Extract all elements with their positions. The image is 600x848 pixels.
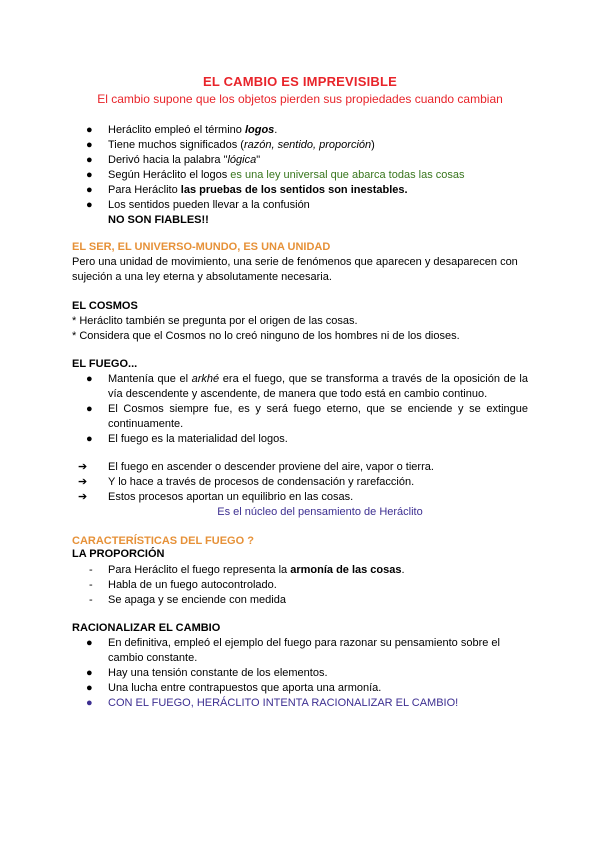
list-item [72, 183, 532, 198]
text: Se apaga y se enciende con medida [108, 594, 286, 606]
bullet-marker: ● [86, 667, 93, 679]
list-item [72, 636, 528, 666]
text: Estos procesos aportan un equilibrio en las cosas. [108, 491, 354, 503]
list-item [72, 123, 532, 138]
text: ) [371, 139, 375, 151]
text: Hay una tensión constante de los elementos. [108, 667, 328, 679]
text: Mantenía que el [108, 373, 192, 385]
emphasis: arkhé [191, 373, 220, 385]
proporcion-list [72, 563, 532, 608]
text: Para Heráclito el fuego representa la [108, 564, 291, 576]
section-heading-caracteristicas: CARACTERÍSTICAS DEL FUEGO ? [72, 535, 254, 547]
bullet-marker: ● [86, 169, 93, 181]
text: . [274, 124, 278, 136]
section-heading-ser: EL SER, EL UNIVERSO-MUNDO, ES UNA UNIDAD [72, 241, 331, 253]
text: Para Heráclito [108, 184, 181, 196]
bullet-marker: ● [86, 403, 93, 415]
bullet-marker: ● [86, 682, 93, 694]
bold-text: las pruebas de los sentidos son inestables. [180, 184, 408, 196]
bullet-marker: ● [86, 433, 93, 445]
list-item [72, 168, 532, 183]
text: Heráclito empleó el término [108, 124, 245, 136]
bold-text: NO SON FIABLES!! [108, 214, 209, 226]
bullet-marker: ● [86, 139, 93, 151]
ser-paragraph: Pero una unidad de movimiento, una serie de fenómenos que aparecen y desaparecen con sujeción a una ley eterna y absolutamente necesaria. [72, 256, 518, 283]
page-subtitle: El cambio supone que los objetos pierden sus propiedades cuando cambian [97, 92, 503, 106]
text: " [256, 154, 261, 166]
list-item [72, 593, 532, 608]
dash-marker: - [89, 579, 93, 591]
emphasis: logos [244, 124, 275, 136]
list-item [72, 578, 532, 593]
list-item [72, 198, 532, 228]
subheading-proporcion: LA PROPORCIÓN [72, 548, 165, 560]
text: Una lucha entre contrapuestos que aporta una armonía. [108, 682, 382, 694]
fuego-arrow-list [72, 460, 532, 520]
list-item [72, 696, 528, 711]
bullet-marker: ● [86, 697, 93, 709]
section-heading-racionalizar: RACIONALIZAR EL CAMBIO [72, 622, 221, 634]
list-item [72, 490, 532, 505]
page-title: EL CAMBIO ES IMPREVISIBLE [202, 74, 397, 89]
highlight-text: es una ley universal que abarca todas las cosas [230, 169, 465, 181]
section-heading-cosmos: EL COSMOS [72, 300, 138, 312]
list-item [72, 666, 528, 681]
text: CON EL FUEGO, HERÁCLITO INTENTA RACIONALIZAR EL CAMBIO! [108, 697, 459, 709]
cosmos-line: * Heráclito también se pregunta por el origen de las cosas. [72, 315, 358, 327]
text: Y lo hace a través de procesos de condensación y rarefacción. [108, 476, 415, 488]
arrow-icon: ➔ [78, 491, 88, 503]
bullet-marker: ● [86, 199, 93, 211]
fuego-bullet-list [72, 372, 528, 447]
list-item [72, 372, 528, 402]
list-item [72, 563, 532, 578]
text: El Cosmos siempre fue, es y será fuego eterno, que se enciende y se extingue continuamente. [108, 403, 528, 430]
list-item [72, 432, 528, 447]
cosmos-line: * Considera que el Cosmos no lo creó ninguno de los hombres ni de los dioses. [72, 330, 460, 342]
emphasis: razón, sentido, proporción [243, 139, 372, 151]
bullet-marker: ● [86, 184, 93, 196]
list-item [72, 681, 528, 696]
bullet-marker: ● [86, 124, 93, 136]
dash-marker: - [89, 594, 93, 606]
text: Derivó hacia la palabra " [108, 154, 228, 166]
emphasis: lógica [227, 154, 257, 166]
racionalizar-list [72, 636, 528, 711]
text: . [401, 564, 405, 576]
list-item [72, 402, 528, 432]
bullet-marker: ● [86, 154, 93, 166]
bullet-marker: ● [86, 637, 93, 649]
bold-text: armonía de las cosas [290, 564, 402, 576]
text: Habla de un fuego autocontrolado. [108, 579, 277, 591]
list-item [72, 475, 532, 490]
arrow-icon: ➔ [78, 461, 88, 473]
text: Tiene muchos significados ( [108, 139, 244, 151]
text: El fuego es la materialidad del logos. [108, 433, 288, 445]
text: Según Heráclito el logos [108, 169, 231, 181]
text: Los sentidos pueden llevar a la confusión [108, 199, 310, 211]
list-item [72, 460, 532, 475]
dash-marker: - [89, 564, 93, 576]
arrow-icon: ➔ [78, 476, 88, 488]
section-heading-fuego: EL FUEGO... [72, 358, 138, 370]
text: El fuego en ascender o descender proviene del aire, vapor o tierra. [108, 461, 434, 473]
text: era el fuego, que se transforma a través de la oposición de la vía descendente y ascendente, de manera que todo está en cambio continuo. [108, 373, 528, 400]
list-item [72, 138, 532, 153]
text: En definitiva, empleó el ejemplo del fuego para razonar su pensamiento sobre el cambio constante. [108, 637, 500, 664]
bullet-marker: ● [86, 373, 93, 385]
nucleo-note: Es el núcleo del pensamiento de Heráclito [217, 506, 423, 518]
intro-bullet-list [72, 123, 532, 228]
list-item [72, 153, 532, 168]
